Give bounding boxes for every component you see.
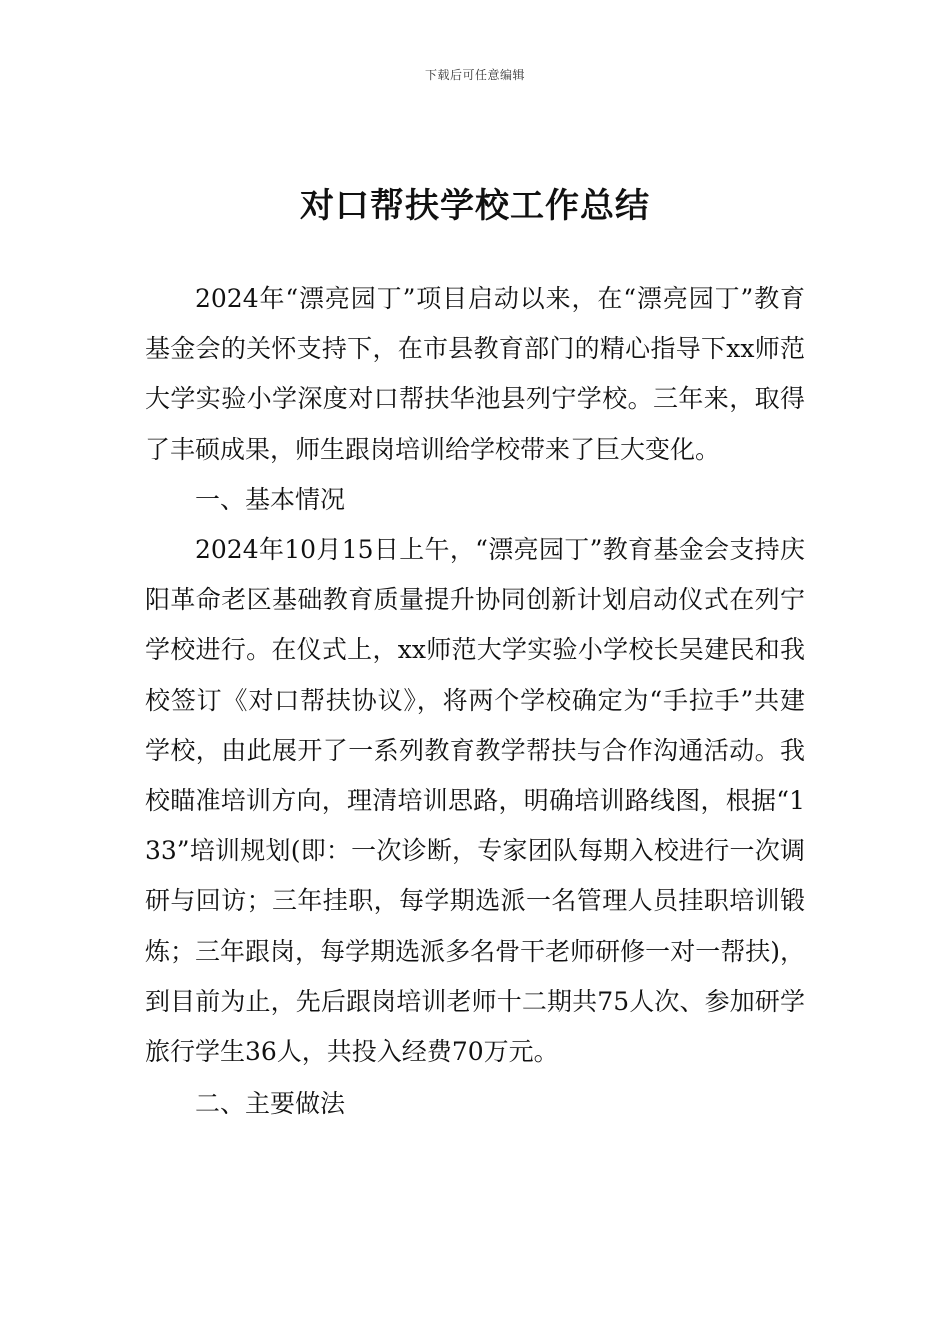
- paragraph-basic-situation: 2024年10月15日上午，“漂亮园丁”教育基金会支持庆阳革命老区基础教育质量提升协同创新计划启动仪式在列宁学校进行。在仪式上，xx师范大学实验小学校长吴建民和我校签订《对口帮扶协议》，将两个学校确定为“手拉手”共建学校，由此展开了一系列教育教学帮扶与合作沟通活动。我校瞄准培训方向，理清培训思路，明确培训路线图，根据“133”培训规划(即：一次诊断，专家团队每期入校进行一次调研与回访；三年挂职，每学期选派一名管理人员挂职培训锻炼；三年跟岗，每学期选派多名骨干老师研修一对一帮扶)，到目前为止，先后跟岗培训老师十二期共75人次、参加研学旅行学生36人，共投入经费70万元。: [145, 535, 805, 1067]
- document-title: 对口帮扶学校工作总结: [300, 186, 650, 226]
- paragraph-intro: 2024年“漂亮园丁”项目启动以来，在“漂亮园丁”教育基金会的关怀支持下，在市县教育部门的精心指导下xx师范大学实验小学深度对口帮扶华池县列宁学校。三年来，取得了丰硕成果，师生跟岗培训给学校带来了巨大变化。: [145, 284, 805, 464]
- section-heading-main-practices: 二、主要做法: [195, 1089, 346, 1119]
- header-note: 下载后可任意编辑: [424, 68, 525, 82]
- document-body: [145, 274, 805, 1129]
- section-heading-basic-situation: 一、基本情况: [195, 484, 346, 514]
